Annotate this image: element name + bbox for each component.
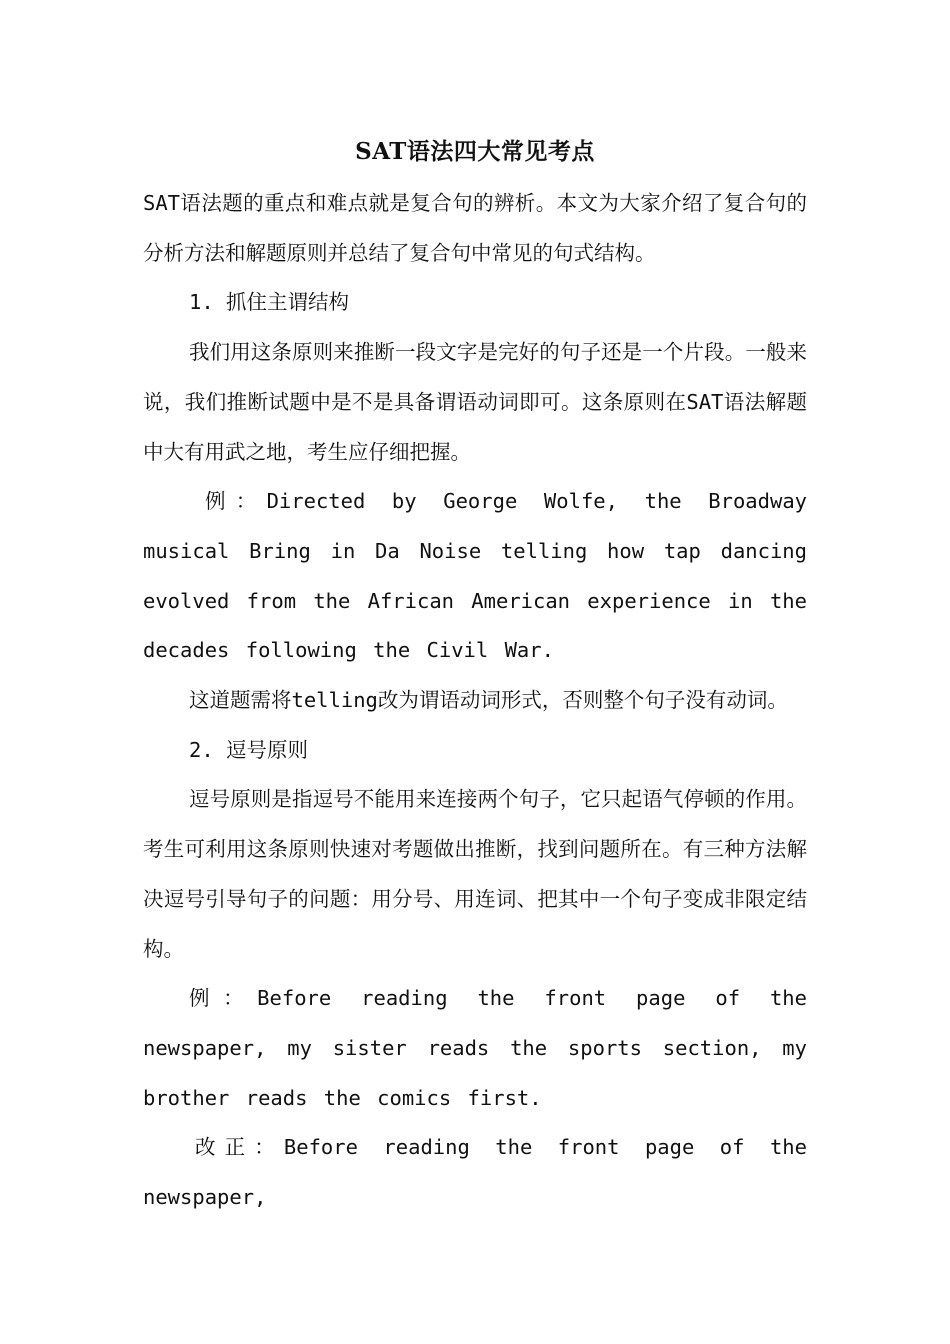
document-title: SAT语法四大常见考点 xyxy=(355,138,595,165)
section-1-example: 例：Directed by George Wolfe, the Broadway musical Bring in Da Noise telling how tap dancing evolved from the African American experience in the decades following the Civil War. xyxy=(143,489,807,663)
section-1-paragraph: 我们用这条原则来推断一段文字是完好的句子还是一个片段。一般来说，我们推断试题中是不是具备谓语动词即可。这条原则在SAT语法解题中大有用武之地，考生应仔细把握。 xyxy=(143,340,807,464)
section-heading-1: 1. 抓住主谓结构 xyxy=(189,290,350,315)
document-body xyxy=(143,179,807,1223)
section-2-paragraph: 逗号原则是指逗号不能用来连接两个句子，它只起语气停顿的作用。考生可利用这条原则快速对考题做出推断，找到问题所在。有三种方法解决逗号引导句子的问题：用分号、用连词、把其中一个句子变成非限定结构。 xyxy=(143,787,807,961)
intro-paragraph: SAT语法题的重点和难点就是复合句的辨析。本文为大家介绍了复合句的分析方法和解题原则并总结了复合句中常见的句式结构。 xyxy=(143,191,807,265)
section-1-explanation: 这道题需将telling改为谓语动词形式，否则整个句子没有动词。 xyxy=(189,688,788,713)
section-2-example: 例：Before reading the front page of the newspaper, my sister reads the sports section, my brother reads the comics first. xyxy=(143,986,807,1110)
section-heading-2: 2. 逗号原则 xyxy=(189,737,309,762)
section-2-correction: 改正：Before reading the front page of the newspaper, xyxy=(143,1135,807,1210)
